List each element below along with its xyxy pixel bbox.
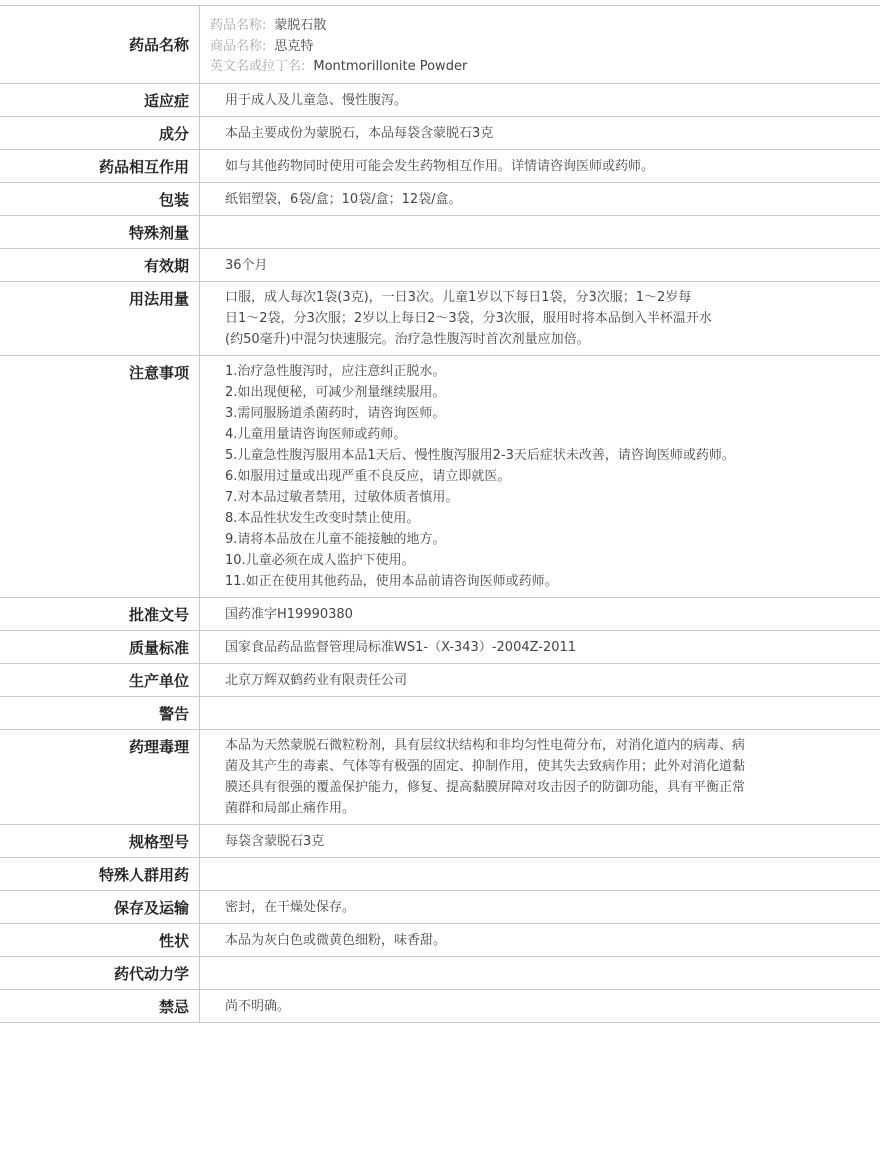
trade-name-key: 商品名称:: [210, 38, 267, 54]
english-name-key: 英文名或拉丁名:: [210, 59, 306, 74]
precaution-item: 3.需同服肠道杀菌药时，请咨询医师。: [225, 406, 446, 421]
label-special-dosage: 特殊剂量: [0, 216, 200, 249]
value-properties: 本品为灰白色或微黄色细粉，味香甜。: [225, 933, 447, 948]
row-properties: [0, 924, 880, 957]
row-packaging: [0, 183, 880, 216]
label-special-population: 特殊人群用药: [0, 858, 200, 891]
row-approval: [0, 598, 880, 631]
label-storage: 保存及运输: [0, 891, 200, 924]
row-warning: [0, 697, 880, 730]
label-contraindications: 禁忌: [0, 990, 200, 1023]
value-composition: 本品主要成份为蒙脱石，本品每袋含蒙脱石3克: [225, 126, 494, 141]
value-spec: 每袋含蒙脱石3克: [225, 834, 325, 849]
value-drug-name: [200, 6, 880, 84]
row-precautions: [0, 356, 880, 598]
value-packaging: 纸铝塑袋，6袋/盒；10袋/盒；12袋/盒。: [225, 192, 462, 207]
precaution-item: 7.对本品过敏者禁用，过敏体质者慎用。: [225, 490, 459, 505]
precaution-item: 8.本品性状发生改变时禁止使用。: [225, 511, 420, 526]
precaution-item: 1.治疗急性腹泻时，应注意纠正脱水。: [225, 364, 446, 379]
label-pharmacology: 药理毒理: [0, 730, 200, 825]
row-validity: [0, 249, 880, 282]
drug-spec-table: [0, 5, 880, 1023]
generic-name-key: 药品名称:: [210, 18, 267, 33]
precaution-item: 4.儿童用量请咨询医师或药师。: [225, 427, 407, 442]
label-approval: 批准文号: [0, 598, 200, 631]
value-validity: 36个月: [225, 258, 268, 273]
label-properties: 性状: [0, 924, 200, 957]
label-pharmacokinetics: 药代动力学: [0, 957, 200, 990]
label-packaging: 包装: [0, 183, 200, 216]
english-name-value: Montmorillonite Powder: [313, 59, 468, 74]
value-manufacturer: 北京万辉双鹤药业有限责任公司: [225, 673, 408, 688]
value-pharmacokinetics: [200, 957, 880, 990]
row-manufacturer: [0, 664, 880, 697]
pharmacology-line: 菌及其产生的毒素、气体等有极强的固定、抑制作用，使其失去致病作用；此外对消化道黏: [225, 759, 746, 774]
pharmacology-line: 膜还具有很强的覆盖保护能力，修复、提高黏膜屏障对攻击因子的防御功能，具有平衡正常: [225, 780, 746, 795]
row-special-dosage: [0, 216, 880, 249]
value-approval: 国药准字H19990380: [225, 607, 353, 622]
value-special-population: [200, 858, 880, 891]
label-warning: 警告: [0, 697, 200, 730]
precaution-item: 2.如出现便秘，可减少剂量继续服用。: [225, 385, 446, 400]
trade-name-line: [210, 37, 880, 58]
label-manufacturer: 生产单位: [0, 664, 200, 697]
value-precautions: [200, 356, 880, 598]
precaution-item: 5.儿童急性腹泻服用本品1天后、慢性腹泻服用2-3天后症状未改善，请咨询医师或药师。: [225, 448, 735, 463]
row-drug-name: [0, 6, 880, 84]
row-spec: [0, 825, 880, 858]
value-usage: [200, 282, 880, 356]
generic-name-line: [210, 16, 880, 37]
pharmacology-line: 菌群和局部止痛作用。: [225, 801, 356, 816]
value-contraindications: 尚不明确。: [225, 999, 291, 1014]
label-composition: 成分: [0, 117, 200, 150]
row-quality: [0, 631, 880, 664]
usage-line: 日1～2袋，分3次服；2岁以上每日2～3袋，分3次服，服用时将本品倒入半杯温开水: [225, 311, 712, 326]
english-name-line: [210, 57, 880, 78]
precaution-item: 6.如服用过量或出现严重不良反应，请立即就医。: [225, 469, 511, 484]
label-precautions: 注意事项: [0, 356, 200, 598]
label-interactions: 药品相互作用: [0, 150, 200, 183]
pharmacology-line: 本品为天然蒙脱石微粒粉剂，具有层纹状结构和非均匀性电荷分布，对消化道内的病毒、病: [225, 738, 746, 753]
label-drug-name: 药品名称: [0, 6, 200, 84]
row-composition: [0, 117, 880, 150]
trade-name-value: 思克特: [274, 38, 314, 54]
row-storage: [0, 891, 880, 924]
usage-line: 口服，成人每次1袋(3克)，一日3次。儿童1岁以下每日1袋，分3次服；1～2岁每: [225, 290, 692, 305]
label-indications: 适应症: [0, 84, 200, 117]
precaution-item: 10.儿童必须在成人监护下使用。: [225, 553, 415, 568]
label-quality: 质量标准: [0, 631, 200, 664]
value-indications: 用于成人及儿童急、慢性腹泻。: [225, 93, 408, 108]
value-quality: 国家食品药品监督管理局标准WS1-（X-343）-2004Z-2011: [225, 640, 577, 655]
label-usage: 用法用量: [0, 282, 200, 356]
value-warning: [200, 697, 880, 730]
generic-name-value: 蒙脱石散: [274, 18, 327, 33]
label-spec: 规格型号: [0, 825, 200, 858]
row-interactions: [0, 150, 880, 183]
precaution-item: 11.如正在使用其他药品，使用本品前请咨询医师或药师。: [225, 574, 558, 589]
value-interactions: 如与其他药物同时使用可能会发生药物相互作用。详情请咨询医师或药师。: [225, 159, 655, 174]
row-special-population: [0, 858, 880, 891]
usage-line: (约50毫升)中混匀快速服完。治疗急性腹泻时首次剂量应加倍。: [225, 332, 590, 347]
label-validity: 有效期: [0, 249, 200, 282]
row-pharmacokinetics: [0, 957, 880, 990]
value-special-dosage: [200, 216, 880, 249]
row-indications: [0, 84, 880, 117]
row-pharmacology: [0, 730, 880, 825]
value-storage: 密封，在干燥处保存。: [225, 900, 356, 915]
row-contraindications: [0, 990, 880, 1023]
value-pharmacology: [200, 730, 880, 825]
precaution-item: 9.请将本品放在儿童不能接触的地方。: [225, 532, 446, 547]
row-usage: [0, 282, 880, 356]
